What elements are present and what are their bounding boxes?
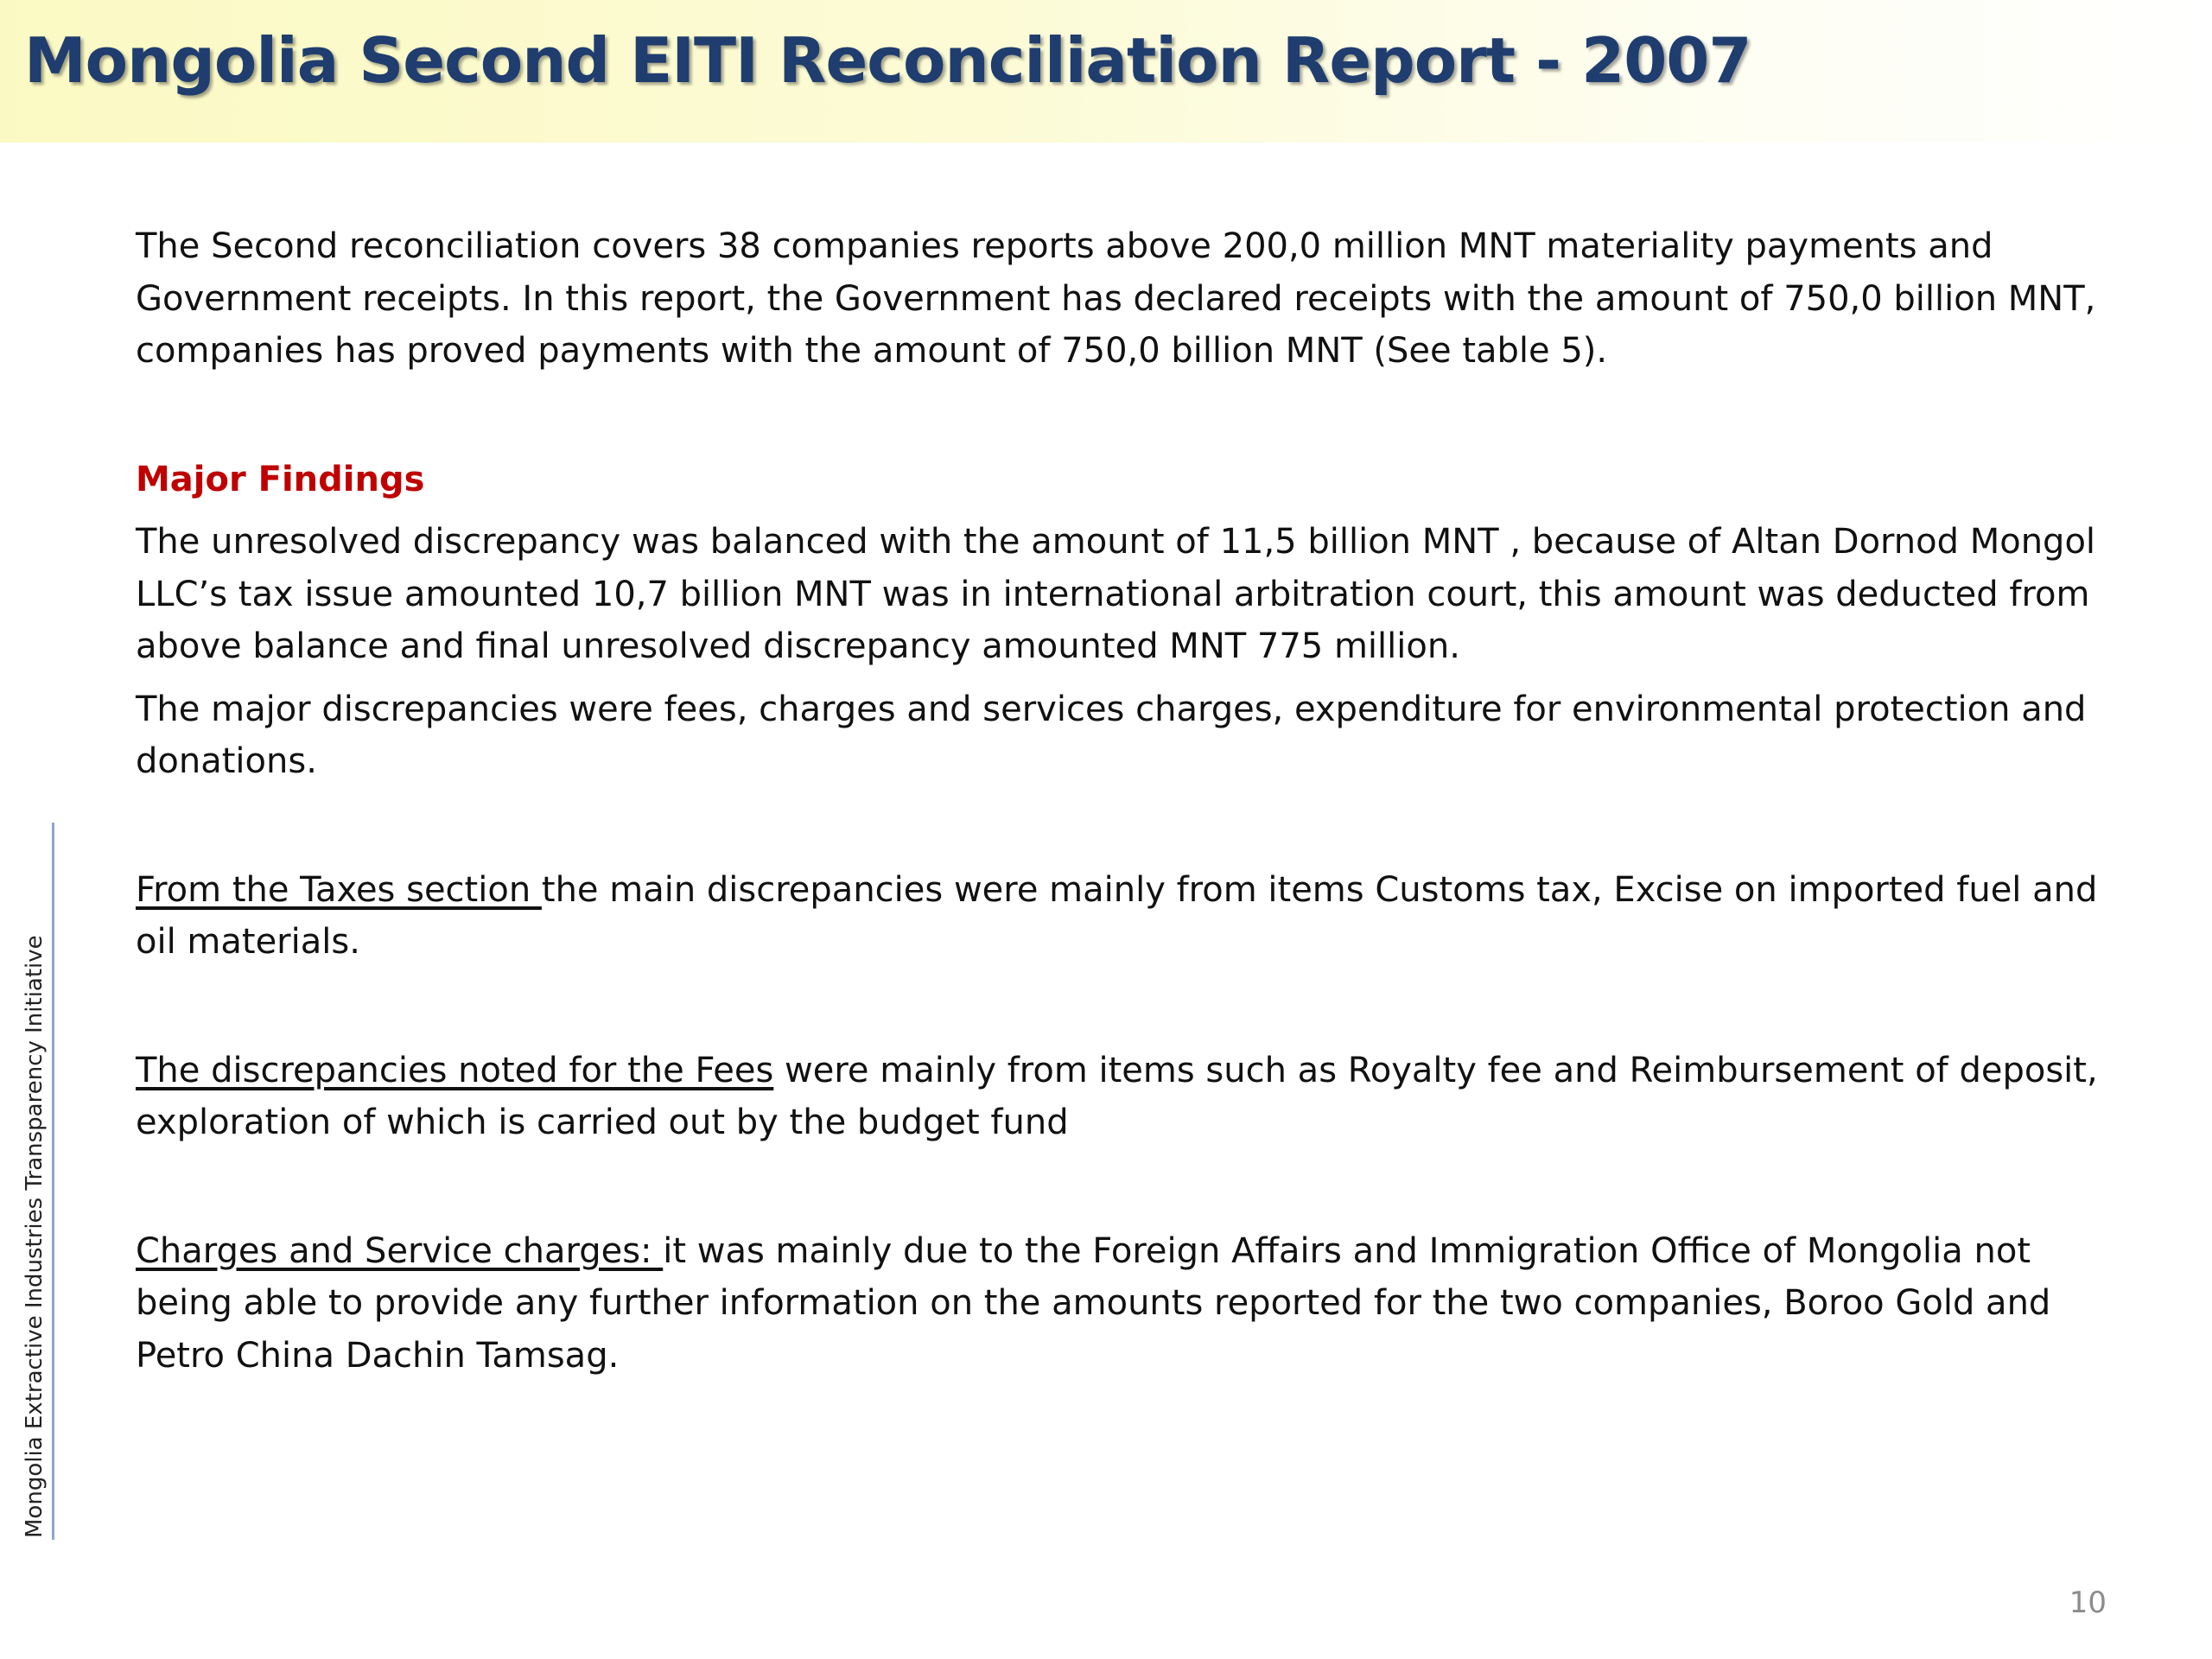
- charges-section-label: Charges and Service charges:: [136, 1230, 664, 1271]
- page-number: 10: [2069, 1586, 2107, 1620]
- fees-paragraph: [136, 1045, 2123, 1149]
- taxes-paragraph: [136, 864, 2123, 969]
- charges-paragraph: [136, 1225, 2123, 1382]
- sidebar-rule: [52, 823, 54, 1540]
- slide-body: [136, 220, 2123, 1382]
- charges-section-text: it was mainly due to the Foreign Affairs and Immigration Office of Mongolia not being able to provide any further information on the amounts reported for the two companies, Boroo Gold and Petro China Dachin Tamsag.: [136, 1230, 2051, 1376]
- fees-section-text: were mainly from items such as Royalty fee and Reimbursement of deposit, exploration of which is carried out by the budget fund: [136, 1050, 2098, 1142]
- slide-title: Mongolia Second EITI Reconciliation Report - 2007: [24, 24, 1751, 97]
- fees-section-label: The discrepancies noted for the Fees: [136, 1050, 774, 1090]
- finding-paragraph-1: The unresolved discrepancy was balanced with the amount of 11,5 billion MNT , because of Altan Dornod Mongol LLC’s tax issue amounted 10,7 billion MNT was in international arbitration court, this amount was deducted from above balance and final unresolved discrepancy amounted MNT 775 million.: [136, 522, 2096, 666]
- finding-paragraph-2: The major discrepancies were fees, charges and services charges, expenditure for environmental protection and donations.: [136, 689, 2087, 781]
- intro-paragraph: The Second reconciliation covers 38 companies reports above 200,0 million MNT materiality payments and Government receipts. In this report, the Government has declared receipts with the amount of 750,0 billion MNT, companies has proved payments with the amount of 750,0 billion MNT (See table 5).: [136, 226, 2096, 371]
- taxes-section-text: the main discrepancies were mainly from items Customs tax, Excise on imported fuel and oil materials.: [136, 869, 2098, 962]
- taxes-section-label: From the Taxes section: [136, 869, 542, 910]
- major-findings-heading: Major Findings: [136, 459, 425, 499]
- sidebar-organization-text: Mongolia Extractive Industries Transparency Initiative: [22, 935, 48, 1538]
